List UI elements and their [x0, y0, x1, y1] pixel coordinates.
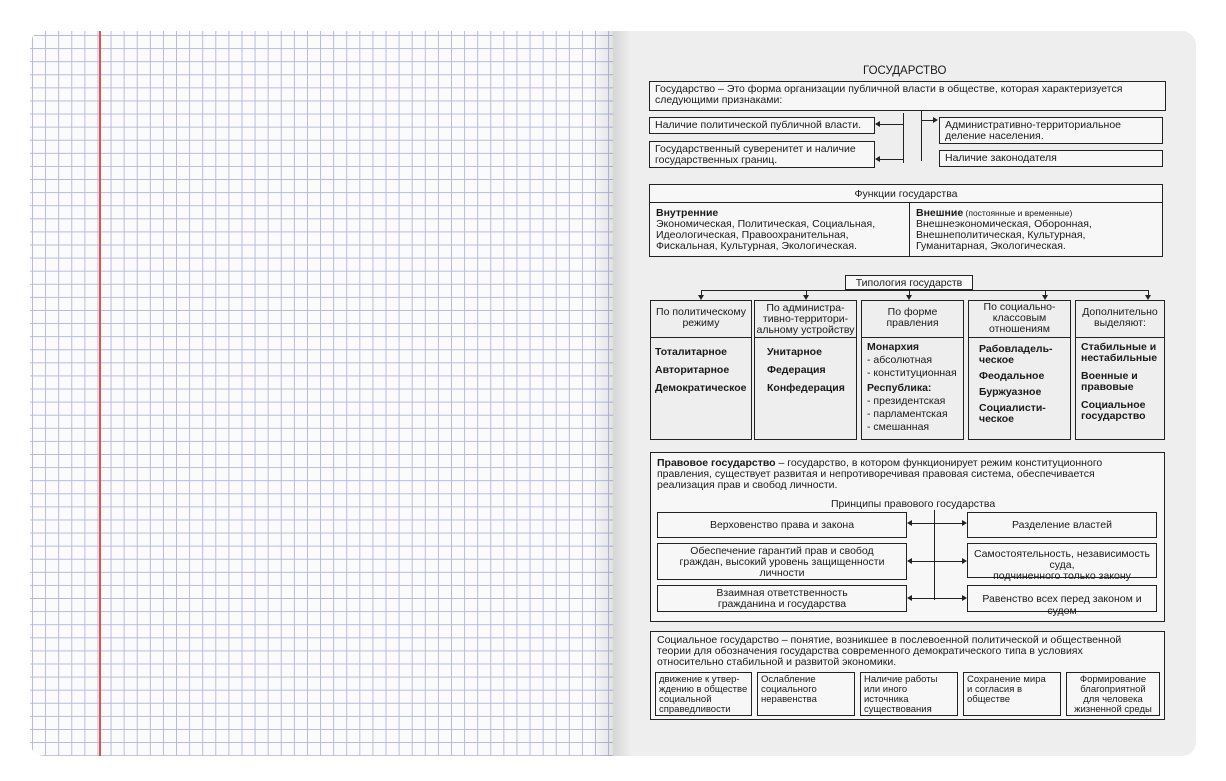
social-item-environment: Формирование благоприятной для человека жизненной среды	[1066, 672, 1160, 716]
internal-text: Экономическая, Политическая, Социальная, Идеологическая, Правоохранительная, Фискальная, Культурная, Экологическая.	[656, 218, 876, 252]
principle-rule-of-law: Верховенство права и закона	[657, 512, 907, 538]
page-fold-shadow	[590, 31, 613, 756]
grid-page	[30, 31, 613, 756]
principle-equality: Равенство всех перед законом и судом	[967, 585, 1157, 612]
principle-guarantees: Обеспечение гарантий прав и свобод граждан, высокий уровень защищенности личности	[657, 543, 907, 580]
definition-text: Государство – Это форма организации публичной власти в обществе, которая характеризуется следующими признаками:	[655, 83, 1123, 106]
principle-independent-court: Самостоятельность, независимость суда, подчиненного только закону	[967, 543, 1157, 578]
typology-col-form: По форме правления Монархия - абсолютная - конституционная Республика: - президентская - парламентская - смешанная	[861, 300, 964, 440]
internal-head: Внутренние	[656, 207, 719, 219]
sign-public-power: Наличие политической публичной власти.	[649, 117, 875, 134]
social-item-inequality: Ослабление социального неравенства	[757, 672, 855, 716]
social-item-justice: движение к утвер- ждению в обществе социальной справедливости	[655, 672, 752, 716]
sign-sovereignty: Государственный суверенитет и наличие государственных границ.	[649, 141, 875, 168]
external-head: Внешние	[916, 207, 964, 219]
page-title: ГОСУДАРСТВО	[863, 65, 947, 77]
notebook-spread	[30, 31, 1196, 756]
principles-title: Принципы правового государства	[831, 498, 996, 510]
social-item-peace: Сохранение мира и согласия в обществе	[963, 672, 1061, 716]
principle-mutual-responsibility: Взаимная ответственность гражданина и государства	[657, 585, 907, 612]
functions-title: Функции государства	[650, 185, 1162, 203]
sign-legislator: Наличие законодателя	[939, 150, 1163, 167]
reference-page	[613, 31, 1196, 756]
external-note: (постоянные и временные)	[963, 208, 1073, 218]
typology-col-class: По социально- классовым отношениям Рабовладель- ческое Феодальное Буржуазное Социалисти- ческое	[968, 300, 1071, 440]
sign-territorial-division: Административно-территориальное деление населения.	[939, 117, 1163, 144]
typology-col-additional: Дополнительно выделяют: Стабильные и нестабильные Военные и правовые Социальное государство	[1075, 300, 1165, 440]
legal-state-definition: Правовое государство – государство, в котором функционирует режим конституционного правления, существует развитая и непротиворечивая правовая система, обеспечивается реализация прав и свобод личности.	[657, 457, 1103, 491]
margin-line	[99, 31, 101, 756]
definition-box	[649, 81, 1166, 111]
social-item-employment: Наличие работы или иного источника существования	[860, 672, 958, 716]
external-text: Внешнеэкономическая, Оборонная, Внешнеполитическая, Культурная, Гуманитарная, Экологическая.	[916, 218, 1092, 252]
typology-col-regime: По политическому режиму Тоталитарное Авторитарное Демократическое	[650, 300, 752, 440]
principle-separation-of-powers: Разделение властей	[967, 512, 1157, 538]
typology-col-territorial: По администра- тивно-территори- альному устройству Унитарное Федерация Конфедерация	[754, 300, 857, 440]
typology-title-box: Типология государств	[845, 275, 973, 290]
social-state-definition: Социальное государство – понятие, возникшее в послевоенной политической и общественной теории для обозначения государства современного демократического типа в условиях относительно стабильной и развитой экономики.	[657, 634, 1122, 668]
functions-box	[649, 184, 1163, 257]
